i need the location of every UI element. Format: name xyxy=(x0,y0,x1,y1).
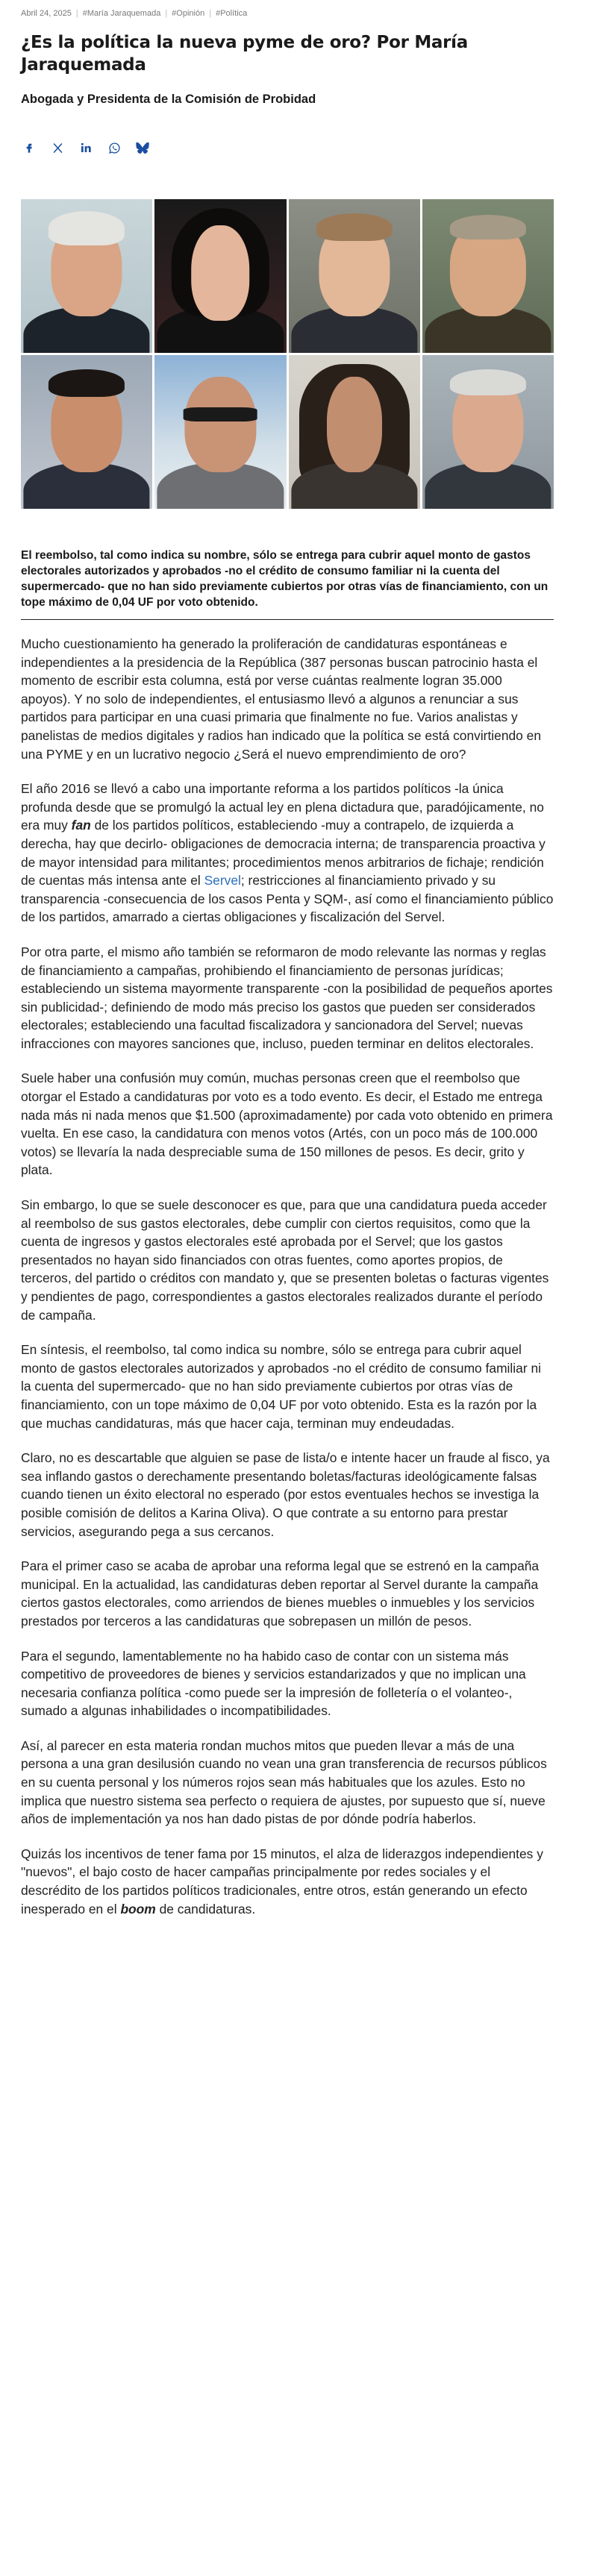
article-lead: El reembolso, tal como indica su nombre, sólo se entrega para cubrir aquel monto de gastos electorales autorizados y aprobados -no el crédito de consumo familiar ni la cuenta del supermercado- que no han sido previamente cubiertos por otras vías de financiamiento, con un tope máximo de 0,04 UF por voto obtenido. xyxy=(21,548,554,620)
portrait-photo xyxy=(422,355,554,509)
paragraph: Por otra parte, el mismo año también se reformaron de modo relevante las normas y reglas de financiamiento a campañas, prohibiendo el financiamiento de personas jurídicas; estableciendo un sistema mayormente transparente -con la posibilidad de pequeños aportes sin publicidad-; definiendo de modo más preciso los gastos que pueden ser considerados electorales; estableciendo una facultad fiscalizadora y sancionadora del Servel; nuevas infracciones con mayores sanciones que, incluso, pueden terminar en delitos electorales. xyxy=(21,944,553,1051)
author-subtitle: Abogada y Presidenta de la Comisión de Probidad xyxy=(21,93,316,106)
article-body xyxy=(21,635,554,1918)
whatsapp-icon[interactable] xyxy=(106,140,122,156)
article-meta: Abril 24, 2025 | #María Jaraquemada | #Opinión | #Política xyxy=(21,9,248,18)
tag-link[interactable]: #María Jaraquemada xyxy=(82,9,161,18)
page-title: ¿Es la política la nueva pyme de oro? Por María Jaraquemada xyxy=(21,33,468,75)
paragraph: Así, al parecer en esta materia rondan muchos mitos que pueden llevar a más de una persona a una gran desilusión cuando no vean una gran transferencia de recursos públicos en su cuenta personal y los números rojos sean más habituales que los azules. Esto no implica que nuestro sistema sea perfecto o requiera de ajustes, por supuesto que sí, nueve años de implementación ya nos han dado pistas de por dónde podría haberlos. xyxy=(21,1737,547,1827)
linkedin-icon[interactable] xyxy=(78,140,94,156)
portrait-photo xyxy=(289,199,420,353)
paragraph: Claro, no es descartable que alguien se pase de lista/o e intente hacer un fraude al fisco, ya sea inflando gastos o derechamente presentando boletas/facturas ideológicamente falsas cuando tienen un éxito electoral no esperado (por estos eventuales hechos se investiga la posible comisión de delitos a Karina Oliva). O que contrate a su entorno para prestar servicios, asegurando pega a sus cercanos. xyxy=(21,1450,550,1539)
paragraph: En síntesis, el reembolso, tal como indica su nombre, sólo se entrega para cubrir aquel monto de gastos electorales autorizados y aprobados -no el crédito de consumo familiar ni la cuenta del supermercado- que no han sido previamente cubiertos por otras vías de financiamiento, con un tope máximo de 0,04 UF por voto obtenido. Esta es la razón por la que muchas candidaturas, más que hacer caja, terminan muy endeudadas. xyxy=(21,1342,541,1431)
emphasis-text: boom xyxy=(120,1901,156,1917)
portrait-photo xyxy=(154,199,286,353)
tag-link[interactable]: #Política xyxy=(216,9,248,18)
portrait-photo xyxy=(21,199,152,353)
portrait-photo xyxy=(422,199,554,353)
portrait-photo xyxy=(21,355,152,509)
paragraph: Quizás los incentivos de tener fama por 15 minutos, el alza de liderazgos independientes y "nuevos", el bajo costo de hacer campañas principalmente por redes sociales y el descrédito de los partidos políticos tradicionales, entre otros, están generando un efecto inesperado en el boom de candidaturas. xyxy=(21,1846,543,1917)
tag-link[interactable]: #Opinión xyxy=(172,9,205,18)
x-icon[interactable] xyxy=(49,140,66,156)
servel-link[interactable]: Servel xyxy=(204,873,241,889)
portrait-photo xyxy=(154,355,286,509)
facebook-icon[interactable] xyxy=(21,140,37,156)
paragraph: El año 2016 se llevó a cabo una importante reforma a los partidos políticos -la única profunda desde que se promulgó la actual ley en plena dictadura que, paradójicamente, no era muy fan de los partidos políticos, estableciendo -muy a contrapelo, de izquierda a derecha, hay que decirlo- obligaciones de democracia interna; de transparencia proactiva y de mayor intensidad para militantes; procedimientos menos arbitrarios de fichaje; rendición de cuentas más intensa ante el Servel; restricciones al financiamiento privado y su transparencia -consecuencia de los casos Penta y SQM-, así como el financiamiento público de los partidos, amarrado a ciertas obligaciones y fiscalización del Servel. xyxy=(21,781,554,925)
paragraph: Mucho cuestionamiento ha generado la proliferación de candidaturas espontáneas e independientes a la presidencia de la República (387 personas buscan patrocinio hasta el momento de escribir esta columna, está por verse cuántas realmente logran 35.000 apoyos). Y no solo de independientes, el entusiasmo llevó a algunos a renunciar a sus partidos para participar en una cuasi primaria que finalmente no fue. Varios analistas y panelistas de medios digitales y radios han indicado que la política se está convirtiendo en una PYME y en un lucrativo negocio ¿Será el nuevo emprendimiento de oro? xyxy=(21,636,542,762)
share-bar xyxy=(21,140,554,156)
bluesky-icon[interactable] xyxy=(134,140,151,156)
paragraph: Para el segundo, lamentablemente no ha habido caso de contar con un sistema más competitivo de proveedores de bienes y servicios estandarizados y que no implican una necesaria confianza política -como puede ser la impresión de folletería o el volanteo-, sumado a algunas inhabilidades o incompatibilidades. xyxy=(21,1648,526,1719)
portrait-photo xyxy=(289,355,420,509)
article-container xyxy=(21,0,554,1934)
hero-image-collage xyxy=(21,199,554,509)
publish-date: Abril 24, 2025 xyxy=(21,9,72,18)
emphasis-text: fan xyxy=(71,818,91,833)
paragraph: Sin embargo, lo que se suele desconocer es que, para que una candidatura pueda acceder al reembolso de sus gastos electorales, debe cumplir con ciertos requisitos, como que la cuenta de ingresos y gastos electorales esté aprobada por el Servel; que los gastos presentados no hayan sido financiados con otras fuentes, como aportes propios, de terceros, del partido o créditos con mandato y, que se presenten boletas o facturas vigentes y pendientes de pago, correspondientes a gastos electorales realizados durante el período de campaña. xyxy=(21,1197,549,1323)
paragraph: Suele haber una confusión muy común, muchas personas creen que el reembolso que otorgar el Estado a candidaturas por voto es a todo evento. Es decir, el Estado me entrega nada más ni nada menos que $1.500 (aproximadamente) por cada voto obtenido en primera vuelta. En ese caso, la candidatura con menos votos (Artés, con un poco más de 100.000 votos) se llevaría la nada despreciable suma de 150 millones de pesos. Es decir, grito y plata. xyxy=(21,1071,553,1178)
paragraph: Para el primer caso se acaba de aprobar una reforma legal que se estrenó en la campaña municipal. En la actualidad, las candidaturas deben reportar al Servel durante la campaña ciertos gastos electorales, como arriendos de bienes muebles o inmuebles y los servicios prestados por terceros a las candidaturas que sobrepasen un millón de pesos. xyxy=(21,1558,540,1629)
